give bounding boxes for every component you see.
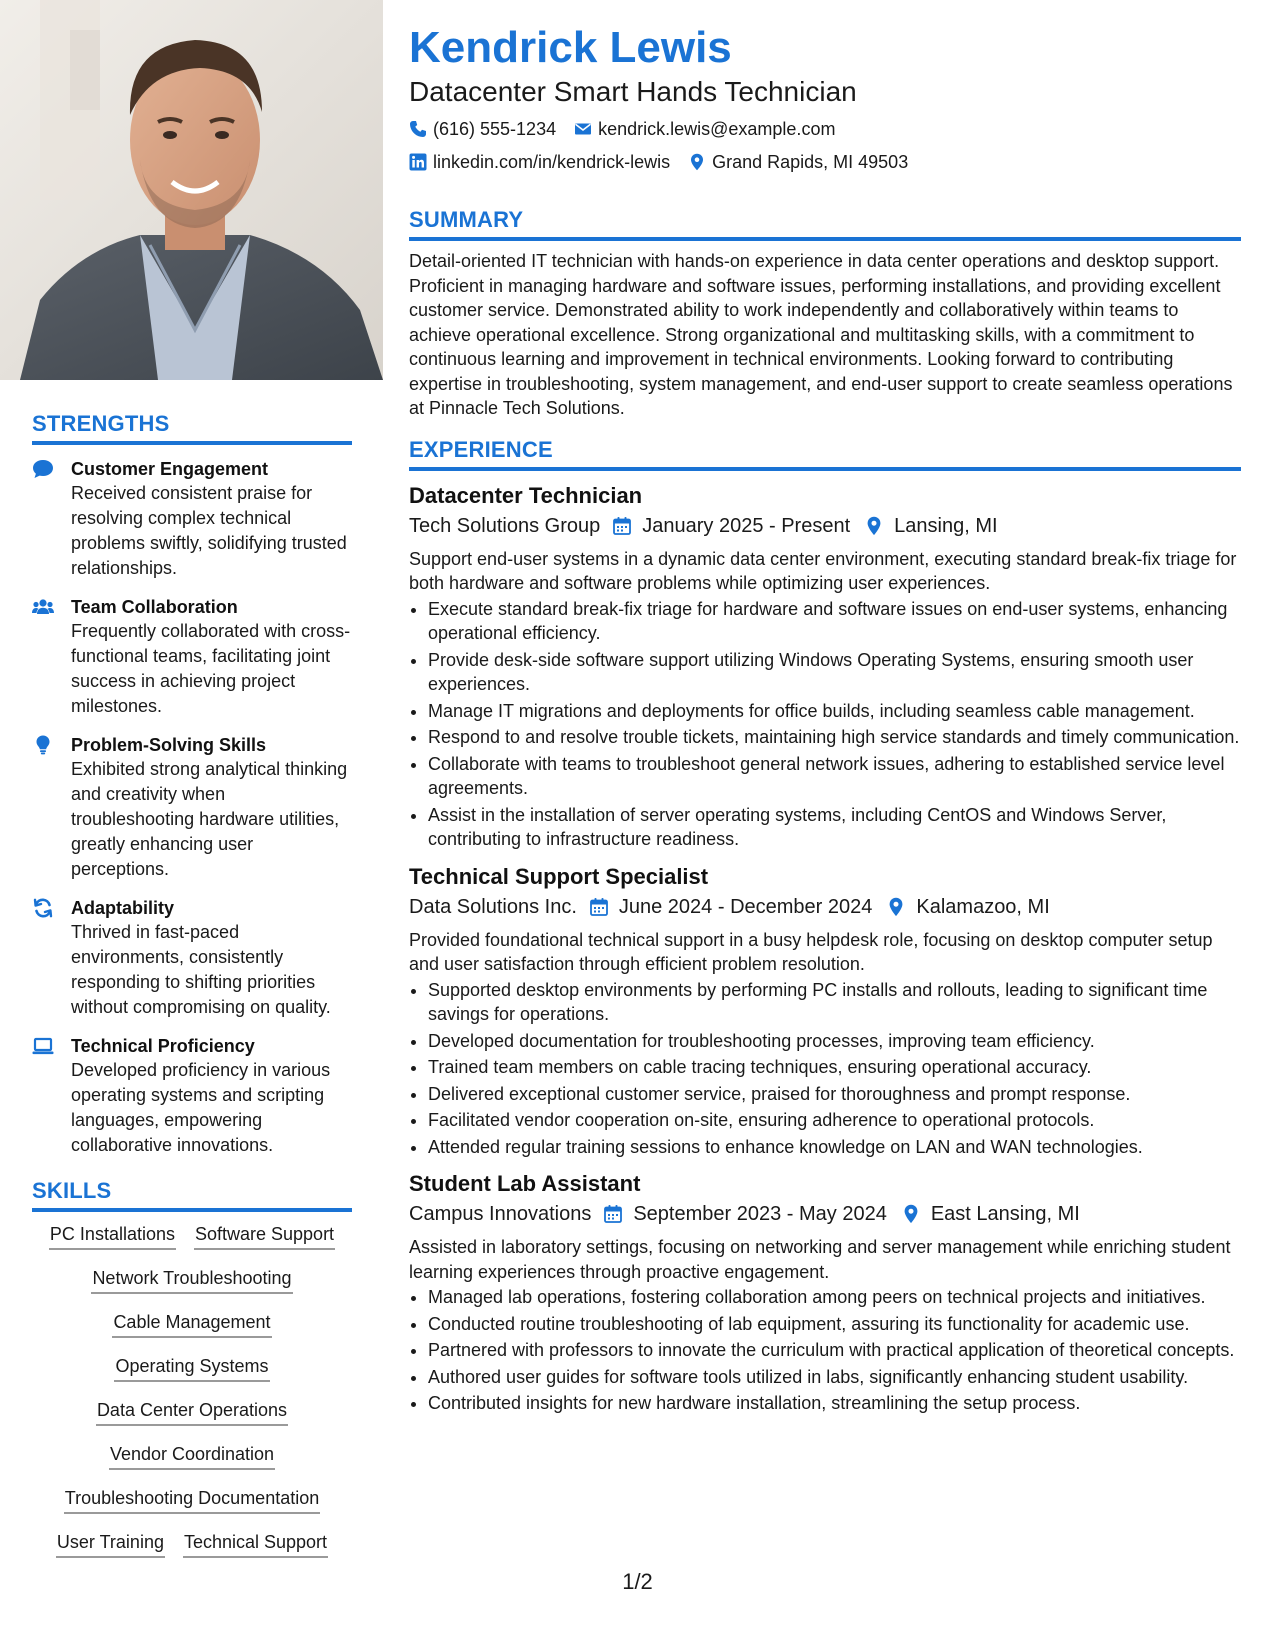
strengths-heading: STRENGTHS	[32, 411, 352, 445]
map-pin-icon	[688, 153, 706, 171]
skill-tag: Cable Management	[112, 1310, 271, 1338]
speech-bubble-icon	[32, 459, 54, 479]
profile-photo-illustration	[0, 0, 383, 380]
job-bullet: • Execute standard break-fix triage for hardware and software issues on end-user systems, enhancing operational efficiency.	[428, 597, 1241, 646]
skill-row	[32, 1266, 352, 1294]
strength-item	[32, 457, 352, 581]
map-pin-icon	[864, 516, 884, 536]
job-location: East Lansing, MI	[930, 1203, 1080, 1225]
skill-tag: Software Support	[194, 1222, 335, 1250]
job-entry	[409, 481, 1241, 852]
skill-row	[32, 1530, 352, 1558]
skills-list	[32, 1222, 352, 1558]
left-content	[32, 411, 352, 1574]
job-meta	[409, 511, 1241, 541]
strength-title: Problem-Solving Skills	[71, 735, 267, 755]
calendar-icon	[612, 516, 632, 536]
profile-photo	[0, 0, 383, 380]
skill-tag: Operating Systems	[114, 1354, 269, 1382]
skill-tag: Network Troubleshooting	[91, 1266, 292, 1294]
job-bullet: • Respond to and resolve trouble tickets, maintaining high service standards and timely communication.	[428, 725, 1241, 750]
job-role: Student Lab Assistant	[409, 1171, 641, 1196]
phone-text: (616) 555-1234	[433, 119, 557, 139]
job-bullet: • Conducted routine troubleshooting of lab equipment, assuring its functionality for academic use.	[428, 1312, 1241, 1337]
experience-heading: EXPERIENCE	[409, 437, 1241, 471]
job-bullet: • Assist in the installation of server operating systems, including CentOS and Windows Server, contributing to infrastructure readiness.	[428, 803, 1241, 852]
skill-row	[32, 1222, 352, 1250]
strength-desc: Received consistent praise for resolving complex technical problems swiftly, solidifying trusted relationships.	[71, 483, 347, 578]
job-company: Data Solutions Inc.	[409, 895, 577, 918]
job-bullet: • Supported desktop environments by performing PC installs and rollouts, leading to significant time savings for operations.	[428, 978, 1241, 1027]
skill-tag: PC Installations	[49, 1222, 176, 1250]
refresh-icon	[32, 898, 54, 918]
calendar-icon	[589, 897, 609, 917]
skill-row	[32, 1442, 352, 1470]
job-location: Kalamazoo, MI	[916, 895, 1050, 918]
calendar-icon	[603, 1204, 623, 1224]
strength-title: Adaptability	[71, 898, 175, 918]
contact-row	[409, 114, 1241, 144]
job-bullet: • Collaborate with teams to troubleshoot general network issues, adhering to established service level agreements.	[428, 752, 1241, 801]
right-column	[409, 22, 1241, 1418]
envelope-icon	[574, 120, 592, 138]
job-meta	[409, 892, 1241, 922]
phone-icon	[409, 120, 427, 138]
experience-section	[409, 437, 1241, 1416]
job-description: Assisted in laboratory settings, focusing on networking and server management while enriching student learning experiences through proactive engagement.	[409, 1237, 1231, 1282]
strength-desc: Exhibited strong analytical thinking and creativity when troubleshooting hardware utilities, greatly enhancing user perceptions.	[71, 759, 348, 879]
job-bullet: • Manage IT migrations and deployments for office builds, including seamless cable management.	[428, 699, 1241, 724]
skills-heading: SKILLS	[32, 1178, 352, 1212]
job-bullet: • Trained team members on cable tracing techniques, ensuring operational accuracy.	[428, 1055, 1241, 1080]
job-bullet: • Contributed insights for new hardware installation, streamlining the setup process.	[428, 1391, 1241, 1416]
job-bullets	[409, 1285, 1241, 1416]
strength-item	[32, 1034, 352, 1158]
skill-tag: Vendor Coordination	[109, 1442, 275, 1470]
job-meta	[409, 1199, 1241, 1229]
job-company: Tech Solutions Group	[409, 514, 601, 537]
job-location: Lansing, MI	[894, 514, 998, 537]
skill-tag: Technical Support	[183, 1530, 328, 1558]
job-bullets	[409, 978, 1241, 1160]
skill-tag: User Training	[56, 1530, 165, 1558]
contact-linkedin[interactable]	[409, 147, 670, 177]
strengths-list	[32, 457, 352, 1158]
strength-title: Customer Engagement	[71, 459, 269, 479]
summary-text: Detail-oriented IT technician with hands-on experience in data center operations and desktop support. Proficient in managing hardware and software issues, performing installations, and providing excellent customer service. Demonstrated ability to work independently and collaboratively within teams to achieve operational excellence. Strong organizational and multitasking skills, with a commitment to continuous learning and improvement in technical environments. Looking forward to contributing expertise in troubleshooting, system management, and end-user support to create seamless operations at Pinnacle Tech Solutions.	[409, 251, 1233, 418]
contact-phone[interactable]	[409, 114, 556, 144]
skill-tag: Troubleshooting Documentation	[64, 1486, 321, 1514]
job-bullet: • Developed documentation for troubleshooting processes, improving team efficiency.	[428, 1029, 1241, 1054]
job-bullet: • Managed lab operations, fostering collaboration among peers on technical projects and initiatives.	[428, 1285, 1241, 1310]
job-role: Technical Support Specialist	[409, 863, 709, 889]
strength-item	[32, 733, 352, 882]
email-text: kendrick.lewis@example.com	[598, 119, 836, 139]
job-company: Campus Innovations	[409, 1203, 592, 1225]
strength-item	[32, 595, 352, 719]
skill-row	[32, 1354, 352, 1382]
location-text: Grand Rapids, MI 49503	[712, 152, 909, 172]
job-dates: January 2025 - Present	[642, 514, 851, 537]
page-number: 1/2	[622, 1569, 653, 1594]
lightbulb-icon	[32, 735, 54, 755]
job-bullets	[409, 597, 1241, 852]
job-entry	[409, 862, 1241, 1160]
job-dates: September 2023 - May 2024	[633, 1203, 887, 1225]
contact-row	[409, 147, 1241, 177]
job-bullet: • Authored user guides for software tools utilized in labs, significantly enhancing student usability.	[428, 1365, 1241, 1390]
strength-title: Team Collaboration	[71, 597, 238, 617]
job-description: Provided foundational technical support in a busy helpdesk role, focusing on desktop computer setup and user satisfaction through efficient problem resolution.	[409, 929, 1213, 974]
left-column	[0, 0, 383, 1650]
job-dates: June 2024 - December 2024	[618, 895, 873, 918]
summary-section	[409, 207, 1241, 421]
strength-title: Technical Proficiency	[71, 1036, 255, 1056]
job-bullet: • Provide desk-side software support utilizing Windows Operating Systems, ensuring smooth user experiences.	[428, 648, 1241, 697]
job-description: Support end-user systems in a dynamic data center environment, executing standard break-fix triage for both hardware and software problems while optimizing user experiences.	[409, 548, 1237, 593]
candidate-name: Kendrick Lewis	[409, 23, 732, 72]
users-icon	[32, 597, 54, 617]
linkedin-icon	[409, 153, 427, 171]
contact-email[interactable]	[574, 114, 835, 144]
strength-item	[32, 896, 352, 1020]
job-entry	[409, 1169, 1241, 1416]
strength-desc: Frequently collaborated with cross-functional teams, facilitating joint success in achieving project milestones.	[71, 621, 351, 716]
skill-row	[32, 1310, 352, 1338]
laptop-icon	[32, 1036, 54, 1056]
job-bullet: • Delivered exceptional customer service, praised for thoroughness and prompt response.	[428, 1082, 1241, 1107]
skill-row	[32, 1486, 352, 1514]
summary-heading: SUMMARY	[409, 207, 1241, 241]
job-bullet: • Partnered with professors to innovate the curriculum with practical application of theoretical concepts.	[428, 1338, 1241, 1363]
linkedin-text: linkedin.com/in/kendrick-lewis	[433, 152, 671, 172]
job-bullet: • Facilitated vendor cooperation on-site, ensuring adherence to operational protocols.	[428, 1108, 1241, 1133]
contact-location	[688, 147, 908, 177]
map-pin-icon	[886, 897, 906, 917]
job-role: Datacenter Technician	[409, 482, 643, 508]
skills-section	[32, 1178, 352, 1558]
candidate-title: Datacenter Smart Hands Technician	[409, 76, 857, 107]
skill-tag: Data Center Operations	[96, 1398, 288, 1426]
map-pin-icon	[901, 1204, 921, 1224]
strength-desc: Developed proficiency in various operating systems and scripting languages, empowering collaborative innovations.	[71, 1060, 331, 1155]
strength-desc: Thrived in fast-paced environments, consistently responding to shifting priorities without compromising on quality.	[71, 922, 331, 1017]
job-bullet: • Attended regular training sessions to enhance knowledge on LAN and WAN technologies.	[428, 1135, 1241, 1160]
skill-row	[32, 1398, 352, 1426]
